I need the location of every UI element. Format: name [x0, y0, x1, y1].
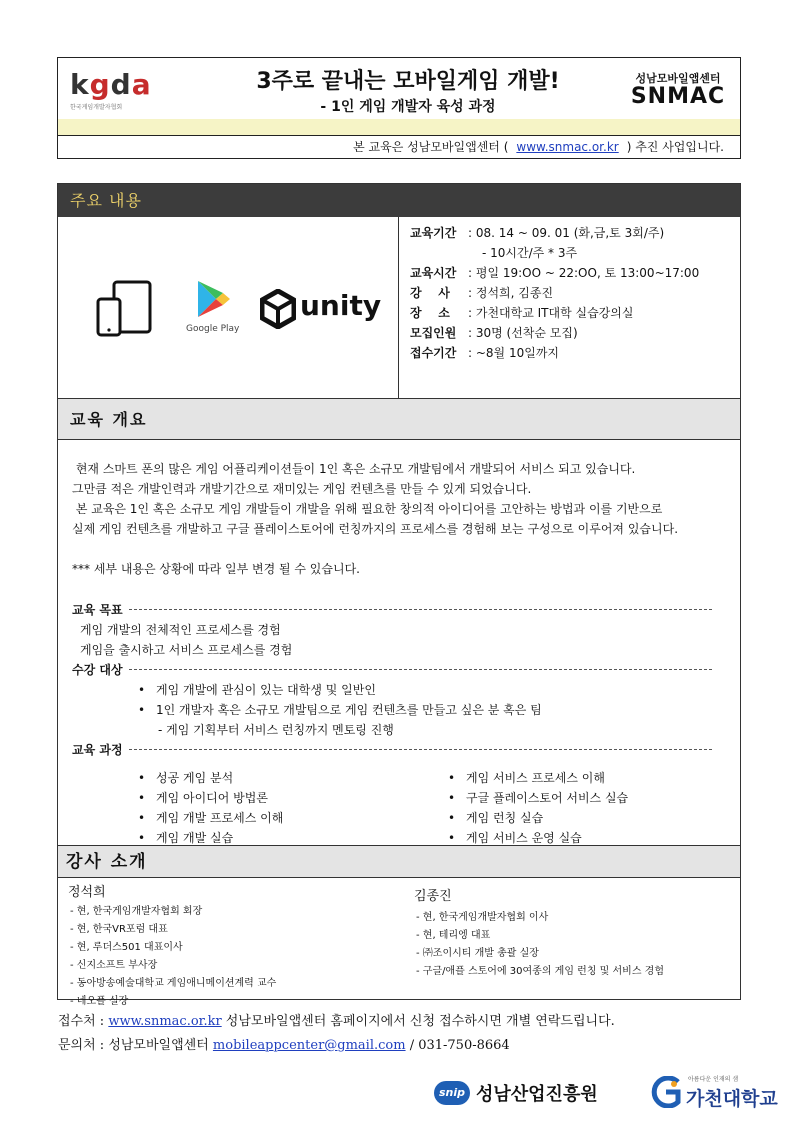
course-item: • 구글 플레이스토어 서비스 실습 — [448, 789, 628, 806]
info-period-sub: - 10시간/주 * 3주 — [482, 246, 578, 260]
goal-label: 교육 목표 — [72, 603, 123, 617]
info-deadline: 접수기간 : ~8월 10일까지 — [410, 346, 559, 360]
kgda-logo-sub: 한국게임개발자협회 — [70, 104, 123, 111]
info-location: 장 소 : 가천대학교 IT대학 실습강의실 — [410, 306, 634, 320]
apply-link[interactable]: www.snmac.or.kr — [108, 1014, 222, 1029]
header-notice — [58, 136, 740, 159]
instructor-career: - 현, 한국VR포럼 대표 — [70, 924, 168, 935]
contact-info: 문의처 : 성남모바일앱센터 mobileappcenter@gmail.com / 031-750-8664 — [58, 1038, 510, 1053]
gachon-logo-mark — [648, 1076, 682, 1108]
snmac-link[interactable]: www.snmac.or.kr — [516, 140, 619, 154]
goal-item: 게임을 출시하고 서비스 프로세스를 경험 — [80, 643, 293, 657]
goal-row — [72, 601, 712, 618]
devices-icon — [96, 279, 154, 337]
instructor-name-left: 정석희 — [68, 885, 106, 900]
target-sub-item: - 게임 기획부터 서비스 런칭까지 멘토링 진행 — [158, 723, 394, 737]
snmac-logo-caption: 성남모바일앱센터 — [635, 72, 721, 85]
instructor-career: - 현, 한국게임개발자협회 회장 — [70, 906, 203, 917]
platform-icons — [58, 217, 399, 398]
overview-line: 실제 게임 컨텐츠를 개발하고 구글 플레이스토어에 런칭까지의 프로세스를 경험해 보는 구성으로 이루어져 있습니다. — [72, 522, 679, 536]
course-row — [72, 741, 712, 758]
snip-logo-text: 성남산업진흥원 — [476, 1084, 598, 1105]
instructor-career: - 구글/애플 스토어에 30여종의 게임 런칭 및 서비스 경험 — [416, 966, 664, 977]
overview-paragraph — [72, 459, 732, 539]
instructor-name-right: 김종진 — [414, 889, 452, 904]
info-capacity: 모집인원 : 30명 (선착순 모집) — [410, 326, 578, 340]
page-subtitle: - 1인 게임 개발자 육성 과정 — [320, 99, 496, 115]
google-play-label: Google Play — [186, 324, 240, 334]
course-item: • 게임 개발 실습 — [138, 829, 233, 846]
instructor-career: - ㈜조이시티 개발 총괄 실장 — [416, 948, 539, 959]
course-item: • 게임 서비스 운영 실습 — [448, 829, 582, 846]
instructor-career: - 현, 한국게임개발자협회 이사 — [416, 912, 549, 923]
course-info — [410, 223, 699, 363]
instructor-career: - 네오플 실장 — [70, 996, 129, 1007]
target-item: • 게임 개발에 관심이 있는 대학생 및 일반인 — [138, 681, 376, 698]
instructor-career: - 동아방송예술대학교 게임애니메이션계력 교수 — [70, 978, 277, 989]
main-content-heading: 주요 내용 — [58, 184, 740, 217]
instructor-career: - 현, 루더스501 대표이사 — [70, 942, 183, 953]
course-item: • 게임 서비스 프로세스 이해 — [448, 769, 605, 786]
info-period: 교육기간 : 08. 14 ~ 09. 01 (화,금,토 3회/주) — [410, 226, 665, 240]
notice-suffix: ) 추진 사업입니다. — [626, 140, 724, 154]
target-label: 수강 대상 — [72, 663, 123, 677]
notice-prefix: 본 교육은 성남모바일앱센터 ( — [353, 140, 509, 154]
overview-line: 본 교육은 1인 혹은 소규모 게임 개발들이 개발을 위해 필요한 창의적 아이디어를 고안하는 방법과 이를 기반으로 — [72, 502, 663, 516]
header-box — [57, 57, 741, 159]
change-notice: *** 세부 내용은 상황에 따라 일부 변경 될 수 있습니다. — [72, 562, 360, 576]
info-instructor: 강 사 : 정석희, 김종진 — [410, 286, 554, 300]
gachon-logo — [648, 1074, 778, 1110]
target-row — [72, 661, 712, 678]
overview-body — [58, 441, 740, 844]
contact-email-link[interactable]: mobileappcenter@gmail.com — [212, 1038, 406, 1053]
main-box — [57, 183, 741, 1007]
kgda-logo — [70, 66, 158, 110]
unity-label: unity — [300, 289, 382, 322]
course-item: • 성공 게임 분석 — [138, 769, 233, 786]
target-item: • 1인 개발자 혹은 소규모 개발팀으로 게임 컨텐츠를 만들고 싶은 분 혹은 팀 — [138, 701, 542, 718]
overview-heading: 교육 개요 — [58, 399, 740, 440]
course-label: 교육 과정 — [72, 743, 123, 757]
gachon-name: 가천대학교 — [686, 1088, 778, 1110]
goal-item: 게임 개발의 전체적인 프로세스를 경험 — [80, 623, 281, 637]
snip-logo-mark: snip — [434, 1081, 470, 1105]
course-item: • 게임 개발 프로세스 이해 — [138, 809, 283, 826]
instructors-heading: 강사 소개 — [58, 845, 740, 878]
main-content-body — [58, 217, 740, 399]
course-item: • 게임 런칭 실습 — [448, 809, 543, 826]
header-highlight-bar — [58, 119, 740, 136]
overview-line: 그만큼 적은 개발인력과 개발기간으로 재미있는 게임 컨텐츠를 만들 수 있게 되었습니다. — [72, 482, 532, 496]
page-title: 3주로 끝내는 모바일게임 개발! — [256, 69, 560, 94]
instructor-career: - 현, 테리엥 대표 — [416, 930, 491, 941]
gachon-tagline: 아름다운 인재의 샘 — [688, 1076, 739, 1083]
header-title-row — [58, 58, 740, 120]
course-item: • 게임 아이디어 방법론 — [138, 789, 268, 806]
info-time: 교육시간 : 평일 19:OO ~ 22:OO, 토 13:00~17:00 — [410, 266, 700, 280]
snip-logo — [434, 1078, 604, 1108]
unity-icon — [260, 289, 296, 329]
snmac-logo: SNMAC — [630, 84, 726, 109]
overview-line: 현재 스마트 폰의 많은 게임 어플리케이션들이 1인 혹은 소규모 개발팀에서 개발되어 서비스 되고 있습니다. — [72, 462, 636, 476]
apply-info: 접수처 : www.snmac.or.kr 성남모바일앱센터 홈페이지에서 신청 접수하시면 개별 연락드립니다. — [58, 1014, 615, 1029]
google-play-icon — [196, 279, 232, 319]
instructor-career: - 신지소프트 부사장 — [70, 960, 158, 971]
kgda-logo-mark: kgda — [70, 68, 152, 101]
